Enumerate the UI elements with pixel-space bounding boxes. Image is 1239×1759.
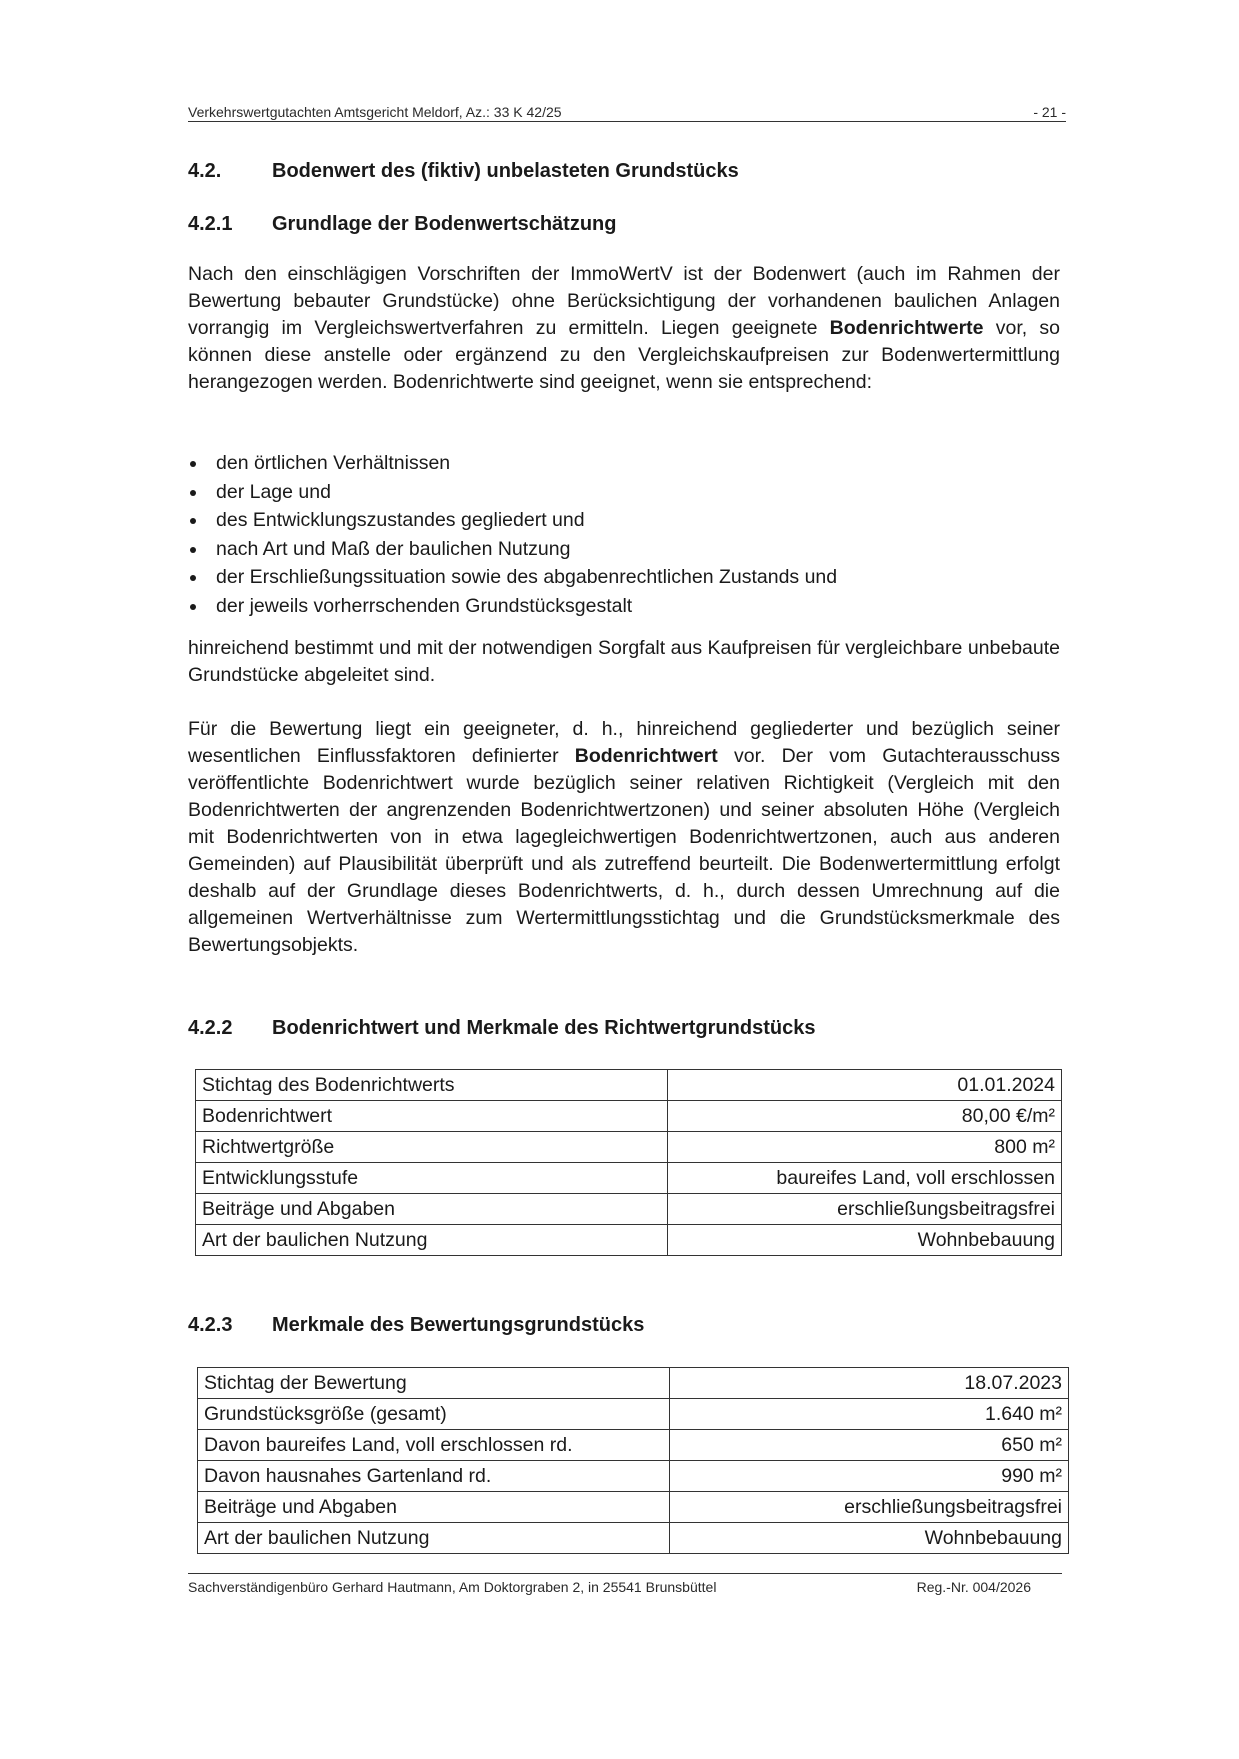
row-value: 01.01.2024: [668, 1070, 1062, 1101]
table-row: [198, 1399, 1069, 1430]
row-label: Richtwertgröße: [196, 1132, 668, 1163]
row-label: Art der baulichen Nutzung: [198, 1523, 670, 1554]
section-title: Grundlage der Bodenwertschätzung: [272, 213, 617, 235]
row-label: Beiträge und Abgaben: [196, 1194, 668, 1225]
footer-address: Sachverständigenbüro Gerhard Hautmann, Am Doktorgraben 2, in 25541 Brunsbüttel: [188, 1579, 717, 1595]
bewertungsgrundstueck-table: [197, 1367, 1069, 1554]
table-row: [196, 1101, 1062, 1132]
table-row: [196, 1070, 1062, 1101]
row-label: Davon baureifes Land, voll erschlossen rd.: [198, 1430, 670, 1461]
text-run: vor. Der vom Gutachterausschuss veröffentlichte Bodenrichtwert wurde bezüglich seiner relativen Richtigkeit (Vergleich mit den Bodenrichtwerten der angrenzenden Bodenrichtwertzonen) und seiner absoluten Höhe (Vergleich mit Bodenrichtwerten von in etwa lagegleichwertigen Bodenrichtwertzonen, auch aus anderen Gemeinden) auf Plausibilität überprüft und als zutreffend beurteilt. Die Bodenwertermittlung erfolgt deshalb auf der Grundlage dieses Bodenrichtwerts, d. h., durch dessen Umrechnung auf die allgemeinen Wertverhältnisse zum Wertermittlungsstichtag und die Grundstücksmerkmale des Bewertungsobjekts.: [188, 745, 1060, 956]
section-number: 4.2.1: [188, 213, 233, 235]
table-row: [196, 1163, 1062, 1194]
row-label: Davon hausnahes Gartenland rd.: [198, 1461, 670, 1492]
section-heading-4-2-1: [188, 212, 616, 236]
text-run: vor, so können diese anstelle oder ergänzend zu den Vergleichskaufpreisen zur Bodenwertermittlung herangezogen werden. Bodenrichtwerte sind geeignet, wenn sie entsprechend:: [188, 317, 1060, 393]
row-value: baureifes Land, voll erschlossen: [668, 1163, 1062, 1194]
row-value: 80,00 €/m²: [668, 1101, 1062, 1132]
list-item: der Erschließungssituation sowie des abgabenrechtlichen Zustands und: [188, 563, 837, 592]
row-value: 18.07.2023: [670, 1368, 1069, 1399]
row-label: Stichtag der Bewertung: [198, 1368, 670, 1399]
table-row: [196, 1194, 1062, 1225]
text-run: Nach den einschlägigen Vorschriften der ImmoWertV ist der Bodenwert (auch im Rahmen der Bewertung bebauter Grundstücke) ohne Berücksichtigung der vorhandenen baulichen Anlagen vorrangig im Vergleichswertverfahren zu ermitteln. Liegen geeignete: [188, 263, 1060, 339]
row-label: Entwicklungsstufe: [196, 1163, 668, 1194]
paragraph-grundlage: [188, 261, 1060, 396]
paragraph-hinreichend: hinreichend bestimmt und mit der notwendigen Sorgfalt aus Kaufpreisen für vergleichbare unbebaute Grundstücke abgeleitet sind.: [188, 637, 1060, 686]
row-label: Beiträge und Abgaben: [198, 1492, 670, 1523]
section-number: 4.2.3: [188, 1314, 233, 1336]
row-label: Art der baulichen Nutzung: [196, 1225, 668, 1256]
section-heading-4-2-2: [188, 1016, 815, 1040]
row-value: erschließungsbeitragsfrei: [668, 1194, 1062, 1225]
table-row: [198, 1492, 1069, 1523]
list-item: nach Art und Maß der baulichen Nutzung: [188, 535, 837, 564]
section-heading-4-2-3: [188, 1313, 644, 1337]
row-value: erschließungsbeitragsfrei: [670, 1492, 1069, 1523]
bold-term: Bodenrichtwerte: [829, 317, 984, 339]
row-value: 800 m²: [668, 1132, 1062, 1163]
list-item: der Lage und: [188, 478, 837, 507]
page-number: - 21 -: [1033, 104, 1066, 120]
row-value: 650 m²: [670, 1430, 1069, 1461]
table-row: [198, 1461, 1069, 1492]
row-label: Grundstücksgröße (gesamt): [198, 1399, 670, 1430]
footer-reg-number: Reg.-Nr. 004/2026: [916, 1579, 1031, 1595]
section-heading-4-2: [188, 159, 739, 183]
page-footer: [188, 1573, 1062, 1595]
table-row: [198, 1368, 1069, 1399]
list-item: den örtlichen Verhältnissen: [188, 449, 837, 478]
bodenrichtwert-table: [195, 1069, 1062, 1256]
paragraph-bewertung: [188, 716, 1060, 959]
bold-term: Bodenrichtwert: [574, 745, 718, 767]
header-title: Verkehrswertgutachten Amtsgericht Meldorf, Az.: 33 K 42/25: [188, 104, 562, 120]
section-title: Merkmale des Bewertungsgrundstücks: [272, 1314, 645, 1336]
section-number: 4.2.2: [188, 1017, 233, 1039]
section-title: Bodenwert des (fiktiv) unbelasteten Grundstücks: [272, 160, 739, 182]
section-number: 4.2.: [188, 160, 222, 182]
list-item: der jeweils vorherrschenden Grundstücksgestalt: [188, 592, 837, 621]
table-row: [196, 1225, 1062, 1256]
text-run: Für die Bewertung liegt ein geeigneter, d. h., hinreichend gegliederter und bezüglich seiner wesentlichen Einflussfaktoren definierter: [188, 718, 1060, 767]
section-title: Bodenrichtwert und Merkmale des Richtwertgrundstücks: [272, 1017, 816, 1039]
table-row: [198, 1523, 1069, 1554]
row-value: Wohnbebauung: [668, 1225, 1062, 1256]
table-row: [198, 1430, 1069, 1461]
row-label: Stichtag des Bodenrichtwerts: [196, 1070, 668, 1101]
row-label: Bodenrichtwert: [196, 1101, 668, 1132]
list-item: des Entwicklungszustandes gegliedert und: [188, 506, 837, 535]
table-row: [196, 1132, 1062, 1163]
row-value: 1.640 m²: [670, 1399, 1069, 1430]
page-header: [188, 104, 1066, 122]
criteria-list: [188, 449, 837, 621]
row-value: 990 m²: [670, 1461, 1069, 1492]
row-value: Wohnbebauung: [670, 1523, 1069, 1554]
